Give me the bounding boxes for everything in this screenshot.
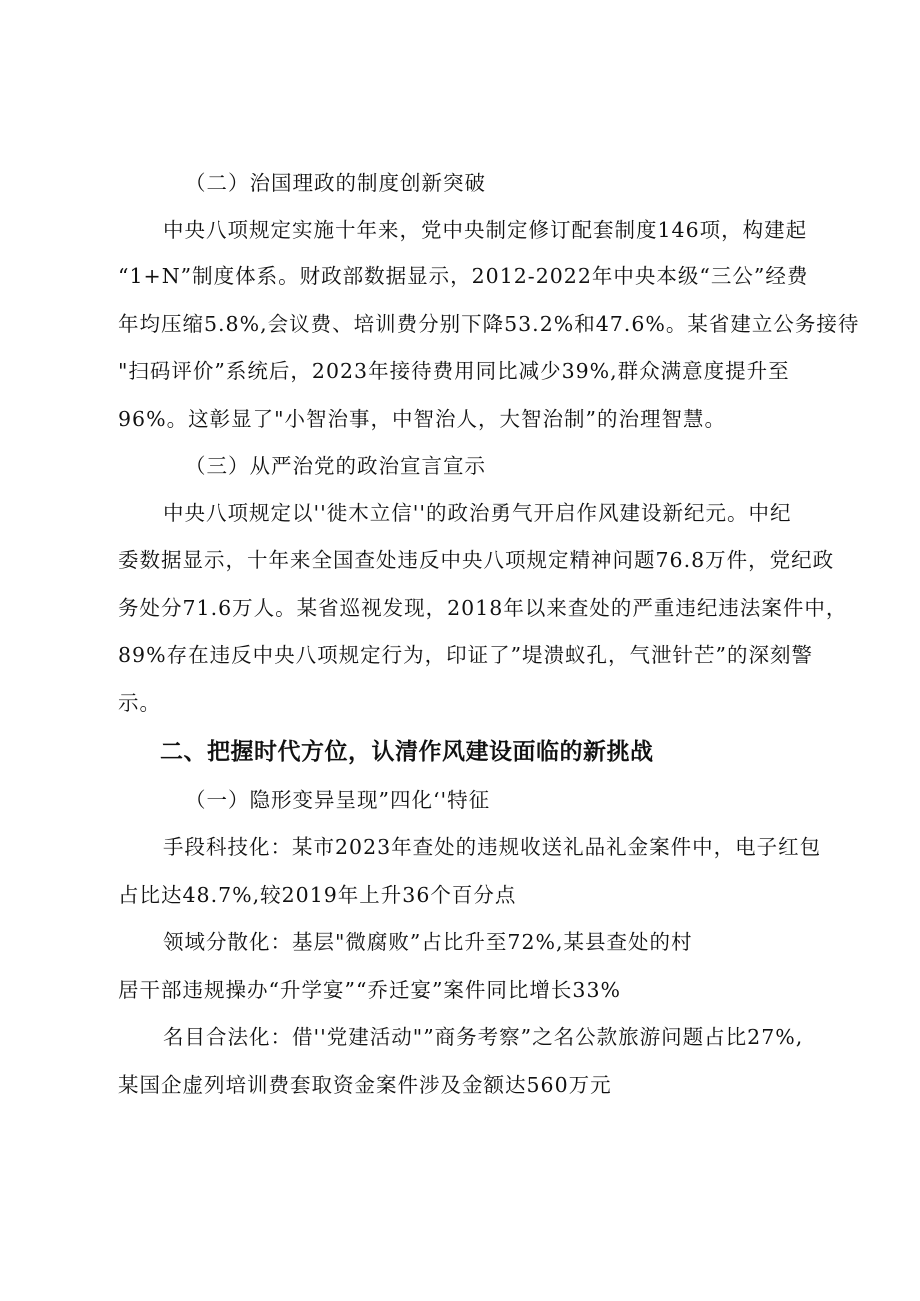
paragraph-line: 年均压缩5.8%,会议费、培训费分别下降53.2%和47.6%。某省建立公务接待 [118,312,860,336]
paragraph-line: “1+N”制度体系。财政部数据显示，2012-2022年中央本级“三公”经费 [118,264,809,288]
paragraph-line: 某国企虚列培训费套取资金案件涉及金额达560万元 [118,1073,612,1097]
paragraph-line: 89%存在违反中央八项规定行为，印证了”堤溃蚁孔，气泄针芒”的深刻警 [118,643,814,667]
paragraph-line: 示。 [118,691,161,715]
subheading-hidden-variations: （一）隐形变异呈现”四化‘'特征 [185,788,491,812]
paragraph-line: 手段科技化：某市2023年查处的违规收送礼品礼金案件中，电子红包 [163,835,822,859]
paragraph-line: 领域分散化：基层"微腐败”占比升至72%,某县查处的村 [163,930,693,954]
paragraph-line: 名目合法化：借''党建活动"”商务考察”之名公款旅游问题占比27%, [163,1025,804,1049]
paragraph-line: 中央八项规定以''徙木立信''的政治勇气开启作风建设新纪元。中纪 [163,501,792,525]
paragraph-line: 居干部违规操办“升学宴”“乔迁宴”案件同比增长33% [118,978,621,1002]
subheading-strict-party-governance: （三）从严治党的政治宣言宣示 [185,454,486,478]
paragraph-line: 中央八项规定实施十年来，党中央制定修订配套制度146项，构建起 [163,218,808,242]
paragraph-line: 占比达48.7%,较2019年上升36个百分点 [118,883,517,907]
paragraph-line: 委数据显示，十年来全国查处违反中央八项规定精神问题76.8万件，党纪政 [118,548,835,572]
paragraph-line: 96%。这彰显了"小智治事，中智治人，大智治制”的治理智慧。 [118,407,726,431]
paragraph-line: 务处分71.6万人。某省巡视发现，2018年以来查处的严重违纪违法案件中， [118,596,848,620]
subheading-institutional-innovation: （二）治国理政的制度创新突破 [185,171,486,195]
paragraph-line: "扫码评价”系统后，2023年接待费用同比减少39%,群众满意度提升至 [118,359,790,383]
section-heading-new-challenges: 二、把握时代方位，认清作风建设面临的新挑战 [160,739,654,765]
